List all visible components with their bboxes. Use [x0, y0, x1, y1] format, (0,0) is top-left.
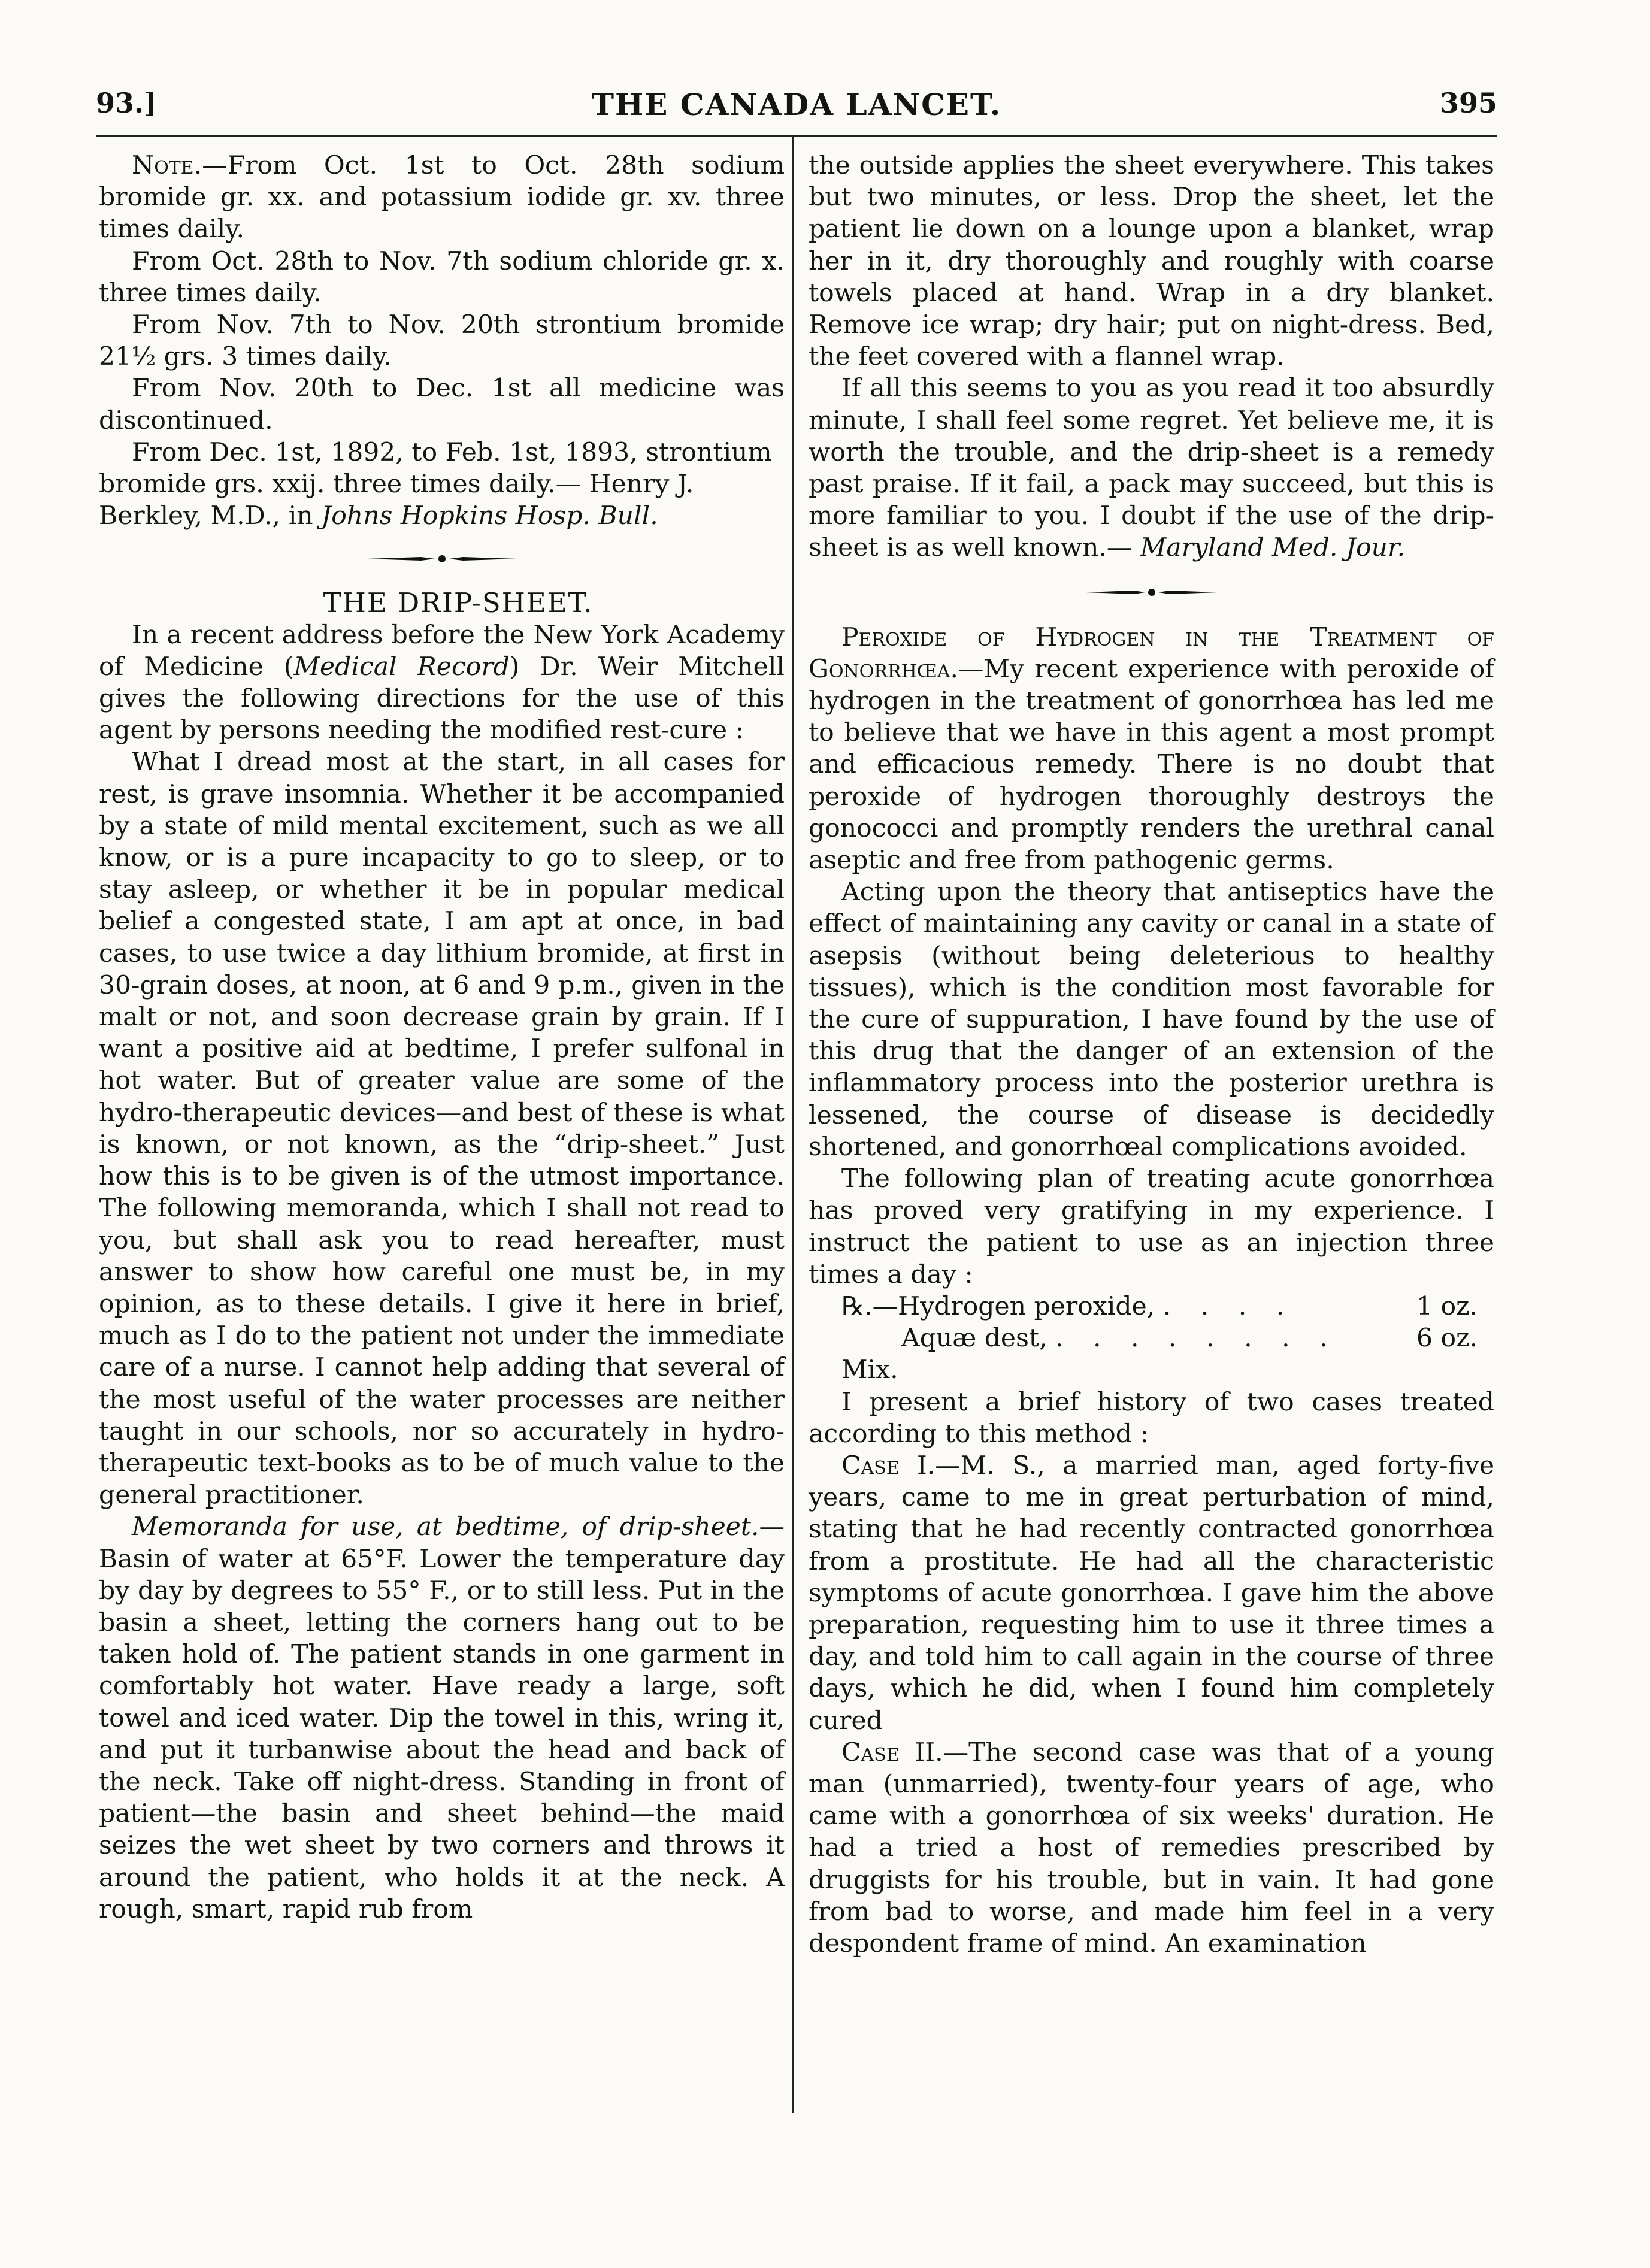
prescription-line — [809, 1322, 1494, 1354]
peroxide-title: Peroxide of Hydrogen in the Treatment of Gonorrhœa. — [809, 622, 1494, 684]
case-text: —The second case was that of a young man (unmarried), twenty-four years of age, who came with a gonorrhœa of six weeks' duration. He had a tried a host of remedies prescribed by druggists for his trouble, but in vain. It had gone from bad to worse, and made him feel in a very despondent frame of mind. An examination — [809, 1737, 1494, 1958]
prescription-quantity: 1 oz. — [1416, 1291, 1478, 1321]
body-paragraph: The following plan of treating acute gonorrhœa has proved very gratifying in my experience. I instruct the patient to use as an injection three times a day : — [809, 1164, 1494, 1289]
body-paragraph — [809, 373, 1494, 564]
leader-dots: . . . . . . . . — [1055, 1324, 1339, 1353]
peroxide-paragraph — [809, 622, 1494, 877]
note-text: From Dec. 1st, 1892, to Feb. 1st, 1893, strontium bromide grs. xxij. three times daily.— Henry J. Berkley, M.D., in — [99, 437, 772, 531]
case-lead: Case II. — [841, 1737, 943, 1767]
intro-text: ) Dr. Weir Mitchell gives the following directions for the use of this agent by persons needing the modified rest-cure : — [99, 652, 785, 746]
case-text: —M. S., a married man, aged forty-five years, came to me in great perturbation of mind, stating that he had recently contracted gonorrhœa from a prostitute. He had all the characteristic symptoms of acute gonorrhœa. I gave him the above preparation, requesting him to use it three times a day, and told him to call again in the course of three days, which he did, when I found him completely cured — [809, 1451, 1494, 1736]
mix-line: Mix. — [841, 1355, 898, 1385]
memoranda-heading: Memoranda for use, at bedtime, of drip-sheet. — [132, 1512, 759, 1542]
note-paragraph: From Nov. 20th to Dec. 1st all medicine was discontinued. — [99, 374, 785, 435]
note-paragraph: From Oct. 28th to Nov. 7th sodium chloride gr. x. three times daily. — [99, 246, 785, 308]
section-ornament — [364, 552, 520, 565]
body-paragraph: What I dread most at the start, in all cases for rest, is grave insomnia. Whether it be accompanied by a state of mild mental excitement, such as we all know, or is a pure incapacity to go to sleep, or to stay asleep, or whether it be in popular medical belief a congested state, I am apt at once, in bad cases, to use twice a day lithium bromide, at first in 30-grain doses, at noon, at 6 and 9 p.m., given in the malt or not, and soon decrease grain by grain. If I want a positive aid at bedtime, I prefer sulfonal in hot water. But of greater value are some of the hydro-therapeutic devices—and best of these is what is known, or not known, as the “drip-sheet.” Just how this is to be given is of the utmost importance. The following memoranda, which I shall not read to you, but shall ask you to read hereafter, must answer to show how careful one must be, in my opinion, as to these details. I give it here in brief, much as I do to the patient not under the immediate care of a nurse. I cannot help adding that several of the most useful of the water processes are neither taught in our schools, nor so accurately in hydro-therapeutic text-books as to be of much value to the general practitioner. — [99, 747, 785, 1510]
memoranda-text: — Basin of water at 65°F. Lower the temperature day by day by degrees to 55° F., or to still less. Put in the basin a sheet, letting the corners hang out to be taken hold of. The patient stands in one garment in comfortably hot water. Have ready a large, soft towel and iced water. Dip the towel in this, wring it, and put it turbanwise about the head and back of the neck. Take off night-dress. Standing in front of patient—the basin and sheet behind—the maid seizes the wet sheet by two corners and throws it around the patient, who holds it at the neck. A rough, smart, rapid rub from — [99, 1512, 785, 1924]
issue-number: 93.] — [96, 87, 157, 119]
note-paragraph — [99, 150, 785, 246]
peroxide-text: —My recent experience with peroxide of hydrogen in the treatment of gonorrhœa has led me to believe that we have in this agent a most prompt and efficacious remedy. There is no doubt that peroxide of hydrogen thoroughly destroys the gonococci and promptly renders the urethral canal aseptic and free from pathogenic germs. — [809, 654, 1494, 876]
header-rule — [96, 135, 1497, 137]
left-column — [99, 150, 785, 1925]
case-paragraph — [809, 1450, 1494, 1737]
journal-title: THE CANADA LANCET. — [591, 87, 1002, 122]
continued-paragraph: the outside applies the sheet everywhere. This takes but two minutes, or less. Drop the sheet, let the patient lie down on a lounge upon a blanket, wrap her in it, dry thoroughly and roughly with coarse towels placed at hand. Wrap in a dry blanket. Remove ice wrap; dry hair; put on night-dress. Bed, the feet covered with a flannel wrap. — [809, 151, 1494, 372]
case-paragraph — [809, 1737, 1494, 1960]
prescription-item — [841, 1291, 1416, 1322]
leader-dots: . . . . — [1162, 1291, 1295, 1321]
prescription-quantity: 6 oz. — [1416, 1324, 1478, 1353]
prescription-label: Aquæ dest, — [901, 1324, 1047, 1353]
note-paragraph: From Nov. 7th to Nov. 20th strontium bromide 21½ grs. 3 times daily. — [99, 310, 785, 372]
note-text: —From Oct. 1st to Oct. 28th sodium bromide gr. xx. and potassium iodide gr. xv. three times daily. — [99, 151, 785, 244]
section-ornament — [1083, 586, 1221, 599]
prescription-item — [901, 1322, 1416, 1354]
source-citation: Maryland Med. Jour. — [1140, 533, 1406, 563]
note-lead: Note. — [132, 151, 202, 180]
body-text: If all this seems to you as you read it too absurdly minute, I shall feel some regret. Yet believe me, it is worth the trouble, and the drip-sheet is a remedy past praise. If it fail, a pack may succeed, but this is more familiar to you. I doubt if the use of the drip-sheet is as well known.— — [809, 374, 1494, 563]
case-lead: Case I. — [841, 1451, 935, 1480]
body-paragraph: I present a brief history of two cases treated according to this method : — [809, 1387, 1494, 1449]
source-citation: Medical Record — [293, 652, 510, 682]
body-paragraph: Acting upon the theory that antiseptics have the effect of maintaining any cavity or canal in a state of asepsis (without being deleterious to healthy tissues), which is the condition most favorable for the cure of suppuration, I have found by the use of this drug that the danger of an extension of the inflammatory process into the posterior urethra is lessened, the course of disease is decidedly shortened, and gonorrhœal complications avoided. — [809, 877, 1494, 1162]
prescription-label: ℞.—Hydrogen peroxide, — [841, 1291, 1155, 1321]
note-paragraph — [99, 437, 785, 532]
column-divider — [792, 137, 794, 2113]
intro-text: In a recent address before the New York Academy of Medicine ( — [99, 620, 785, 682]
prescription-line — [809, 1291, 1494, 1322]
page-number: 395 — [1439, 87, 1497, 119]
right-column — [809, 150, 1494, 1960]
memoranda-paragraph — [99, 1511, 785, 1925]
source-citation: Johns Hopkins Hosp. Bull. — [321, 501, 658, 531]
article-title: THE DRIP-SHEET. — [323, 587, 594, 619]
intro-paragraph — [99, 619, 785, 747]
running-header — [96, 87, 1497, 129]
